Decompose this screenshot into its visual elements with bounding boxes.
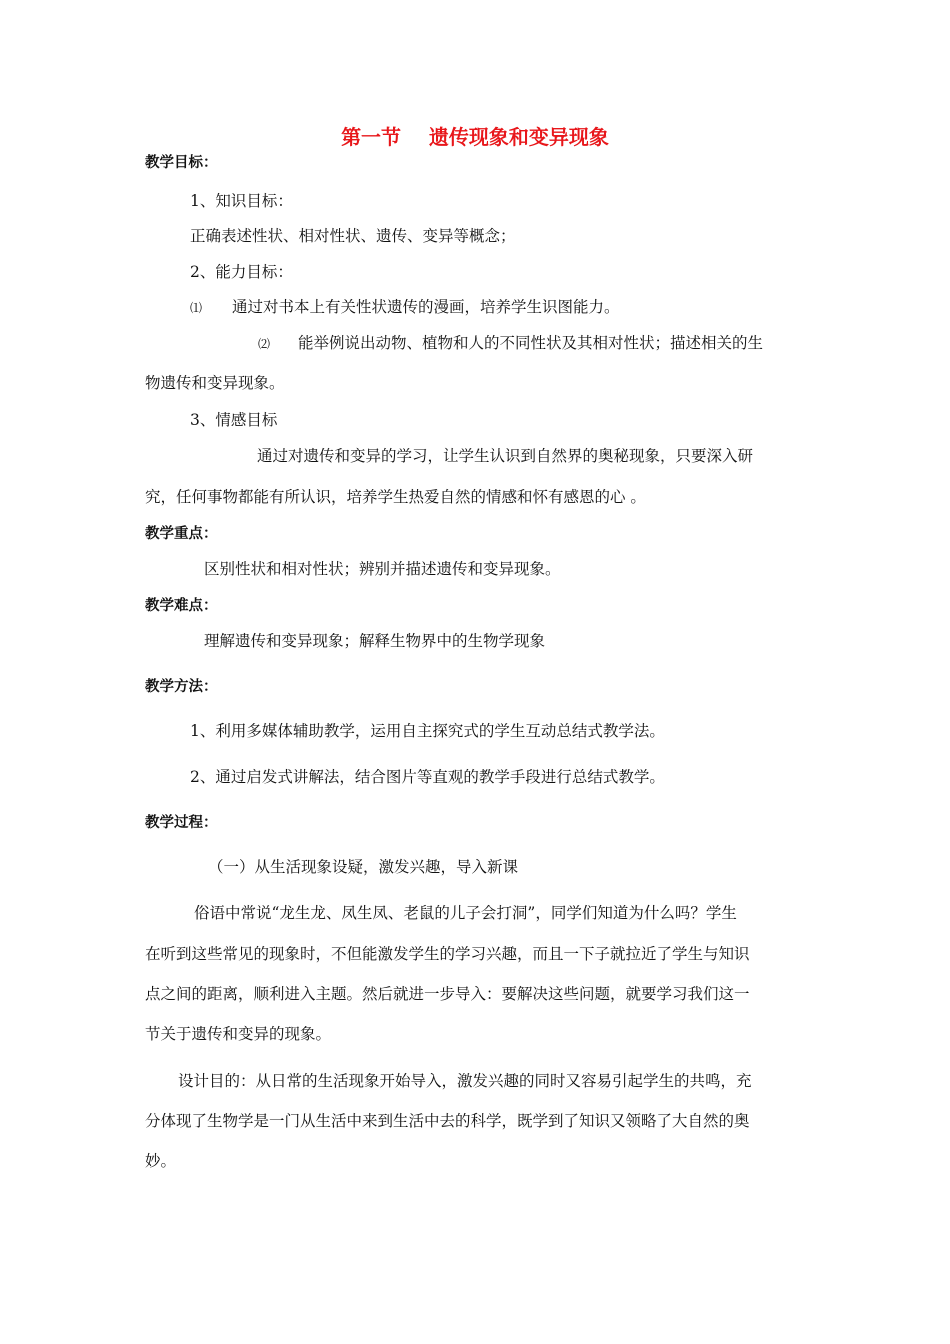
process-step1: （一）从生活现象设疑，激发兴趣，导入新课	[208, 858, 519, 876]
process-para1-line3: 点之间的距离，顺利进入主题。然后就进一步导入：要解决这些问题，就要学习我们这一	[145, 985, 750, 1003]
ability-item2-text-line1: 能举例说出动物、植物和人的不同性状及其相对性状；描述相关的生	[298, 334, 764, 352]
methods-heading: 教学方法：	[145, 679, 218, 695]
methods-item2: 2、通过启发式讲解法，结合图片等直观的教学手段进行总结式教学。	[190, 768, 665, 786]
process-para1-line4: 节关于遗传和变异的现象。	[145, 1025, 332, 1043]
page-title: 第一节 遗传现象和变异现象	[341, 125, 609, 149]
emotion-objective-text-line2: 究，任何事物都能有所认识，培养学生热爱自然的情感和怀有感恩的心 。	[145, 488, 646, 506]
process-para2-line3: 妙。	[145, 1152, 177, 1170]
process-para2-line1: 设计目的：从日常的生活现象开始导入，激发兴趣的同时又容易引起学生的共鸣，充	[178, 1072, 752, 1090]
knowledge-objective-label: 1、知识目标：	[190, 192, 293, 210]
process-para2-line2: 分体现了生物学是一门从生活中来到生活中去的科学，既学到了知识又领略了大自然的奥	[145, 1112, 750, 1130]
process-para1-line2: 在听到这些常见的现象时，不但能激发学生的学习兴趣，而且一下子就拉近了学生与知识	[145, 945, 750, 963]
objectives-heading: 教学目标：	[145, 155, 218, 171]
ability-item2-number: ⑵	[258, 337, 271, 351]
process-heading: 教学过程：	[145, 815, 218, 831]
knowledge-objective-text: 正确表述性状、相对性状、遗传、变异等概念；	[190, 227, 516, 245]
ability-item1-text: 通过对书本上有关性状遗传的漫画，培养学生识图能力。	[232, 298, 620, 316]
ability-item2-text-line2: 物遗传和变异现象。	[145, 374, 285, 392]
key-points-heading: 教学重点：	[145, 526, 218, 542]
key-points-text: 区别性状和相对性状；辨别并描述遗传和变异现象。	[204, 560, 561, 578]
ability-objective-label: 2、能力目标：	[190, 263, 293, 281]
difficulties-heading: 教学难点：	[145, 598, 218, 614]
methods-item1: 1、利用多媒体辅助教学，运用自主探究式的学生互动总结式教学法。	[190, 722, 665, 740]
emotion-objective-label: 3、情感目标	[190, 411, 278, 429]
emotion-objective-text-line1: 通过对遗传和变异的学习，让学生认识到自然界的奥秘现象，只要深入研	[257, 447, 754, 465]
difficulties-text: 理解遗传和变异现象；解释生物界中的生物学现象	[204, 632, 546, 650]
ability-item1-number: ⑴	[190, 301, 203, 315]
process-para1-line1: 俗语中常说“龙生龙、凤生凤、老鼠的儿子会打洞”，同学们知道为什么吗？学生	[194, 904, 737, 922]
